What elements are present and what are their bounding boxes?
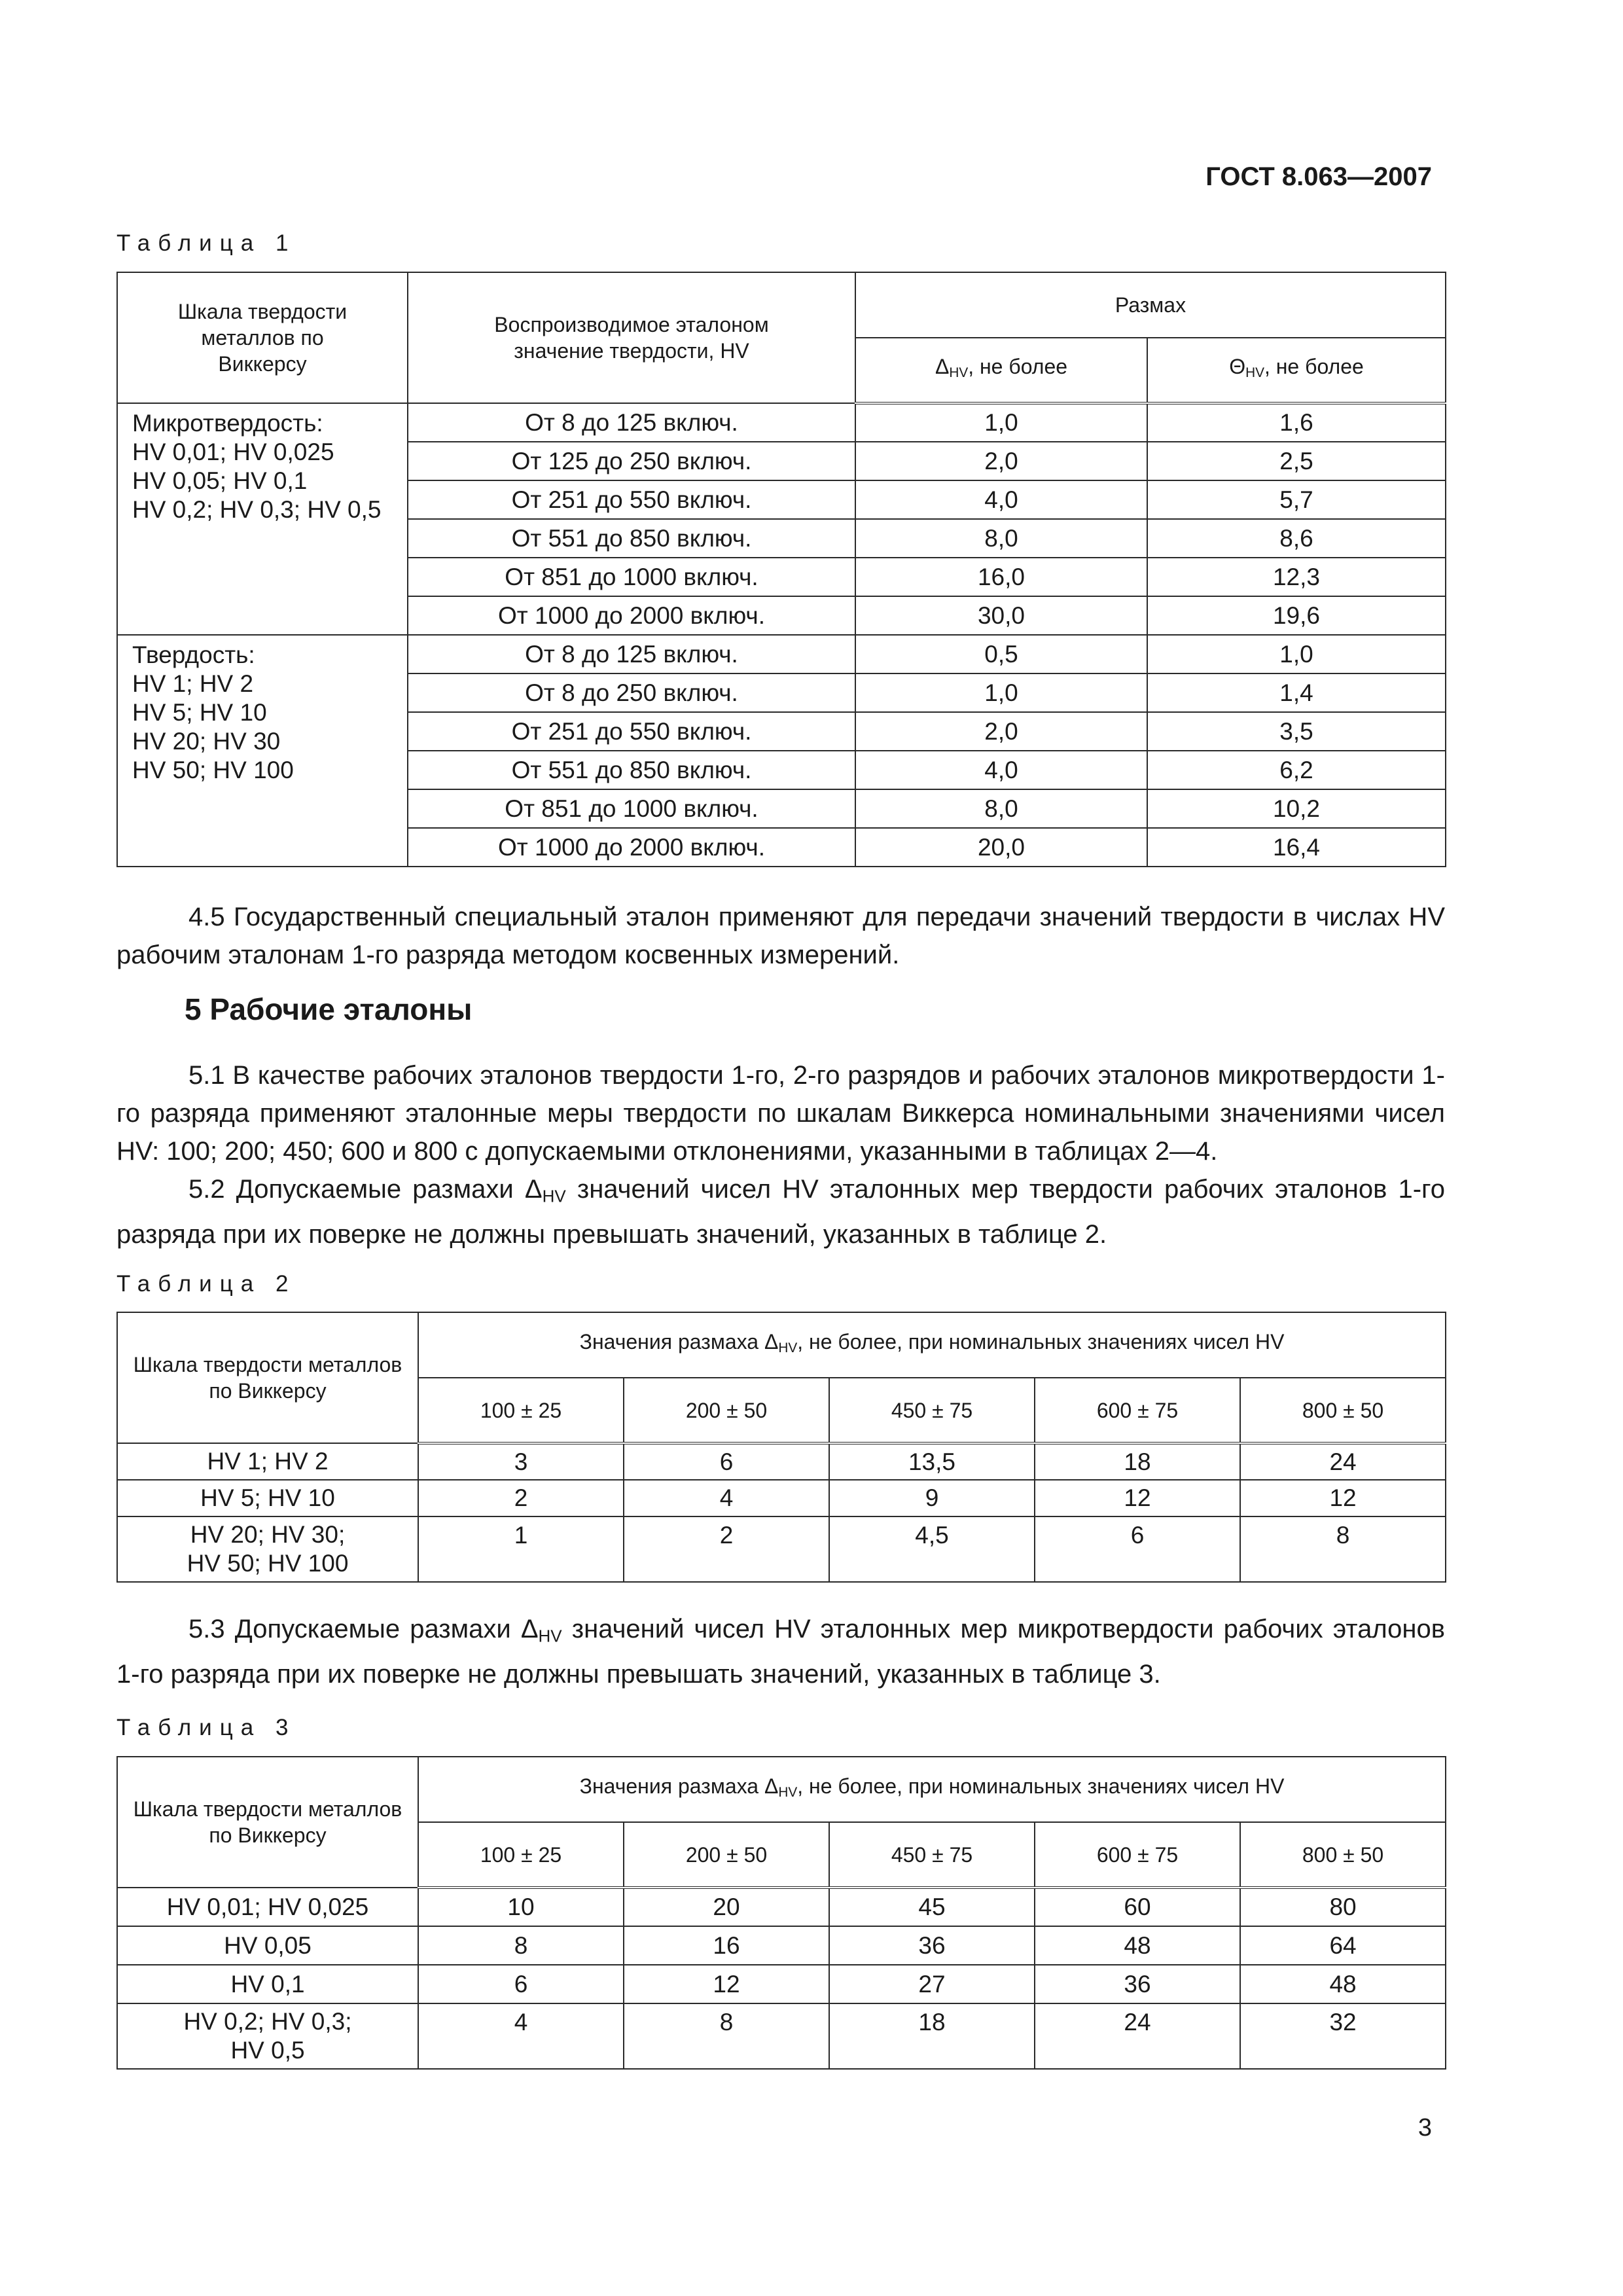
table3-header-scale: Шкала твердости металлов по Виккерсу (117, 1757, 418, 1888)
table3-cell-value: 80 (1240, 1888, 1446, 1926)
table1-cell-delta: 2,0 (855, 442, 1147, 480)
table1-cell-range: От 251 до 550 включ. (408, 712, 855, 751)
table1-cell-delta: 2,0 (855, 712, 1147, 751)
table2-cell-scale: HV 20; HV 30; HV 50; HV 100 (117, 1516, 418, 1582)
table1-cell-theta: 12,3 (1147, 558, 1446, 596)
table2-caption: Таблица 2 (116, 1271, 296, 1297)
table1-cell-theta: 2,5 (1147, 442, 1446, 480)
table1-cell-delta: 1,0 (855, 673, 1147, 712)
table1-cell-delta: 20,0 (855, 828, 1147, 867)
table2-cell-value: 3 (418, 1443, 624, 1480)
table2-cell-value: 2 (624, 1516, 829, 1582)
table2-header-nominal: 200 ± 50 (624, 1378, 829, 1443)
table1-cell-range: От 251 до 550 включ. (408, 480, 855, 519)
table3-header-nominal: 450 ± 75 (829, 1822, 1035, 1888)
table1-header-range: Размах (855, 272, 1446, 338)
table1-cell-theta: 8,6 (1147, 519, 1446, 558)
table3-cell-value: 36 (829, 1926, 1035, 1965)
table3-cell-value: 18 (829, 2003, 1035, 2069)
table1-cell-range: От 551 до 850 включ. (408, 519, 855, 558)
paragraph-5-2: 5.2 Допускаемые размахи $\Delta_{HV}$ значений чисел HV эталонных мер твердости рабочих эталонов 1-го разряда при их поверке не должны превышать значений, указанных в таблице 2. (116, 1175, 1446, 1249)
table1-cell-theta: 10,2 (1147, 789, 1446, 828)
table2-header-scale: Шкала твердости металлов по Виккерсу (117, 1312, 418, 1443)
table2-header-nominal: 800 ± 50 (1240, 1378, 1446, 1443)
table1-cell-theta: 5,7 (1147, 480, 1446, 519)
table2-cell-value: 18 (1035, 1443, 1240, 1480)
table1-cell-theta: 1,0 (1147, 635, 1446, 673)
table1-cell-range: От 8 до 125 включ. (408, 635, 855, 673)
document-code: ГОСТ 8.063—2007 (1205, 162, 1432, 191)
table2-cell-value: 6 (624, 1443, 829, 1480)
table1-cell-range: От 851 до 1000 включ. (408, 789, 855, 828)
table2-cell-value: 12 (1035, 1480, 1240, 1516)
paragraph-5-3: 5.3 Допускаемые размахи $\Delta_{HV}$ значений чисел HV эталонных мер микротвердости рабочих эталонов 1-го разряда при их поверке не должны превышать значений, указанных в таблице 3. (116, 1615, 1446, 1689)
table3-cell-value: 10 (418, 1888, 624, 1926)
table2-cell-value: 1 (418, 1516, 624, 1582)
table1-cell-theta: 16,4 (1147, 828, 1446, 867)
table1-cell-theta: 6,2 (1147, 751, 1446, 789)
table2-cell-scale: HV 1; HV 2 (117, 1443, 418, 1480)
table1-cell-delta: 8,0 (855, 519, 1147, 558)
table3-cell-value: 6 (418, 1965, 624, 2003)
table3-cell-value: 12 (624, 1965, 829, 2003)
table1-cell-range: От 551 до 850 включ. (408, 751, 855, 789)
table3-cell-value: 20 (624, 1888, 829, 1926)
paragraph-4-5: 4.5 Государственный специальный эталон применяют для передачи значений твердости в числах HV рабочим эталонам 1-го разряда методом косвенных измерений. (116, 903, 1445, 969)
table1-cell-range: От 8 до 125 включ. (408, 403, 855, 442)
table1-cell-range: От 851 до 1000 включ. (408, 558, 855, 596)
table3-cell-value: 8 (418, 1926, 624, 1965)
table3-cell-value: 27 (829, 1965, 1035, 2003)
table2-header-nominal: 100 ± 25 (418, 1378, 624, 1443)
table3-cell-value: 64 (1240, 1926, 1446, 1965)
table1-header-value: Воспроизводимое эталоном значение твердости, HV (408, 272, 855, 403)
table1-header-scale: Шкала твердости металлов по Виккерсу (117, 272, 408, 403)
table3-cell-scale: HV 0,1 (117, 1965, 418, 2003)
table1-cell-range: От 8 до 250 включ. (408, 673, 855, 712)
table1 (116, 272, 1446, 867)
paragraph-5-1: 5.1 В качестве рабочих эталонов твердости 1-го, 2-го разрядов и рабочих эталонов микротвердости 1-го разряда применяют эталонные меры твердости по шкалам Виккерса номинальными значениями чисел HV: 100; 200; 450; 600 и 800 с допускаемыми отклонениями, указанными в таблицах 2—4. (116, 1061, 1445, 1166)
table1-cell-theta: 1,6 (1147, 403, 1446, 442)
table3-cell-scale: HV 0,01; HV 0,025 (117, 1888, 418, 1926)
table2-cell-value: 4,5 (829, 1516, 1035, 1582)
table3-cell-value: 32 (1240, 2003, 1446, 2069)
table2-cell-value: 6 (1035, 1516, 1240, 1582)
table1-cell-range: От 1000 до 2000 включ. (408, 828, 855, 867)
table2-header-nominal: 450 ± 75 (829, 1378, 1035, 1443)
table3-cell-value: 45 (829, 1888, 1035, 1926)
table3-header-group: Значения размаха $\Delta_{HV}$, не более, при номинальных значениях чисел HV (418, 1757, 1446, 1822)
table1-header-theta: $\Theta_{HV}$, не более (1147, 338, 1446, 403)
table1-header-delta: $\Delta_{HV}$, не более (855, 338, 1147, 403)
table3-header-nominal: 600 ± 75 (1035, 1822, 1240, 1888)
table3 (116, 1756, 1446, 2070)
table3-cell-value: 36 (1035, 1965, 1240, 2003)
table1-cell-delta: 0,5 (855, 635, 1147, 673)
table2-cell-value: 24 (1240, 1443, 1446, 1480)
table2-cell-value: 2 (418, 1480, 624, 1516)
table2-cell-value: 13,5 (829, 1443, 1035, 1480)
table1-cell-delta: 30,0 (855, 596, 1147, 635)
section-heading: 5 Рабочие эталоны (185, 992, 473, 1026)
table1-cell-delta: 8,0 (855, 789, 1147, 828)
table1-cell-delta: 1,0 (855, 403, 1147, 442)
table2 (116, 1312, 1446, 1583)
table1-caption: Таблица 1 (116, 230, 296, 256)
table3-cell-value: 48 (1035, 1926, 1240, 1965)
table3-header-nominal: 800 ± 50 (1240, 1822, 1446, 1888)
table1-group-label: Твердость: HV 1; HV 2 HV 5; HV 10 HV 20; HV 30 HV 50; HV 100 (117, 635, 408, 867)
table3-cell-value: 60 (1035, 1888, 1240, 1926)
page-number: 3 (1418, 2114, 1432, 2142)
table1-cell-theta: 3,5 (1147, 712, 1446, 751)
table2-cell-value: 12 (1240, 1480, 1446, 1516)
table1-cell-delta: 4,0 (855, 480, 1147, 519)
table3-caption: Таблица 3 (116, 1715, 296, 1740)
table2-header-group: Значения размаха $\Delta_{HV}$, не более, при номинальных значениях чисел HV (418, 1312, 1446, 1378)
table3-cell-value: 48 (1240, 1965, 1446, 2003)
table1-cell-theta: 19,6 (1147, 596, 1446, 635)
table2-cell-value: 8 (1240, 1516, 1446, 1582)
table3-cell-value: 24 (1035, 2003, 1240, 2069)
table1-cell-range: От 125 до 250 включ. (408, 442, 855, 480)
table2-cell-value: 9 (829, 1480, 1035, 1516)
table2-cell-scale: HV 5; HV 10 (117, 1480, 418, 1516)
table3-cell-value: 4 (418, 2003, 624, 2069)
table1-group-label: Микротвердость: HV 0,01; HV 0,025 HV 0,05; HV 0,1 HV 0,2; HV 0,3; HV 0,5 (117, 403, 408, 635)
table3-header-nominal: 200 ± 50 (624, 1822, 829, 1888)
table1-cell-delta: 4,0 (855, 751, 1147, 789)
table3-cell-value: 8 (624, 2003, 829, 2069)
table1-cell-theta: 1,4 (1147, 673, 1446, 712)
table2-header-nominal: 600 ± 75 (1035, 1378, 1240, 1443)
table1-cell-delta: 16,0 (855, 558, 1147, 596)
table2-cell-value: 4 (624, 1480, 829, 1516)
table3-header-nominal: 100 ± 25 (418, 1822, 624, 1888)
table1-cell-range: От 1000 до 2000 включ. (408, 596, 855, 635)
table3-cell-value: 16 (624, 1926, 829, 1965)
table3-cell-scale: HV 0,05 (117, 1926, 418, 1965)
table3-cell-scale: HV 0,2; HV 0,3; HV 0,5 (117, 2003, 418, 2069)
